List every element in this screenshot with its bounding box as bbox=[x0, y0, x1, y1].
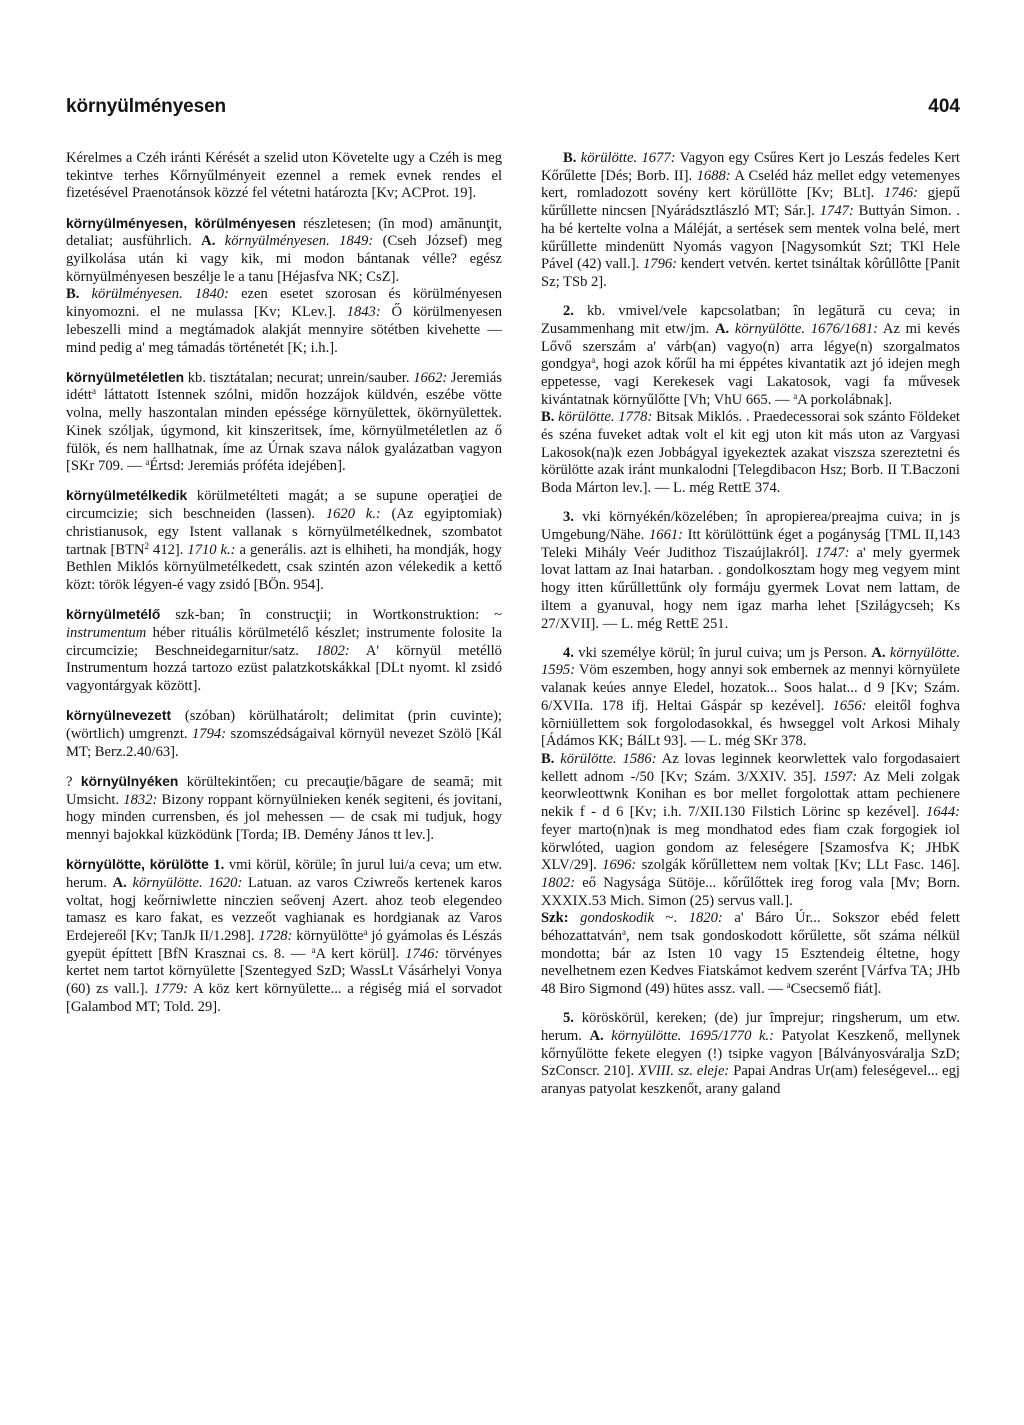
text-run: a' mely gyermek lovat lattam az Inai hatarban. . gondolkosztam hogy meg vegyem mint hogy itten kűrűllettűnk oly formáju gyermek Lovat nem lattam, de iltem a gyanuval, hogy nem igaz marha lehet [Szilágycseh; Ks 27/XVII]. — L. még RettE 251. bbox=[541, 544, 960, 632]
text-run: 5. bbox=[563, 1010, 574, 1027]
text-run: 4. bbox=[563, 644, 574, 661]
text-run: törvényes kertet nem tartot környülette [Szentegyed SzD; WassLt Vásárhelyi Vonya (60) zs vall.]. bbox=[66, 945, 502, 998]
text-run: környülményesen. bbox=[215, 233, 330, 250]
text-run: 1747: bbox=[808, 544, 850, 561]
text-run: 1. bbox=[208, 857, 225, 874]
text-run: B. bbox=[66, 286, 80, 303]
text-run: láttatott Istennek szólni, midőn hozzájok küldvén, eszébe vötte volna, melly haszontalan minden epéssége környülettek, ökörnyülettek. Kinek szóljak, úgymond, kit kinszeritsek, íme, környülmetéletlen az ő fülök, és nem hallhatnak, íme az Úrnak szava nálok gyalázatban vagyon [SKr 709. — bbox=[66, 387, 502, 475]
text-run: vki környékén/közelében; în apropierea/preajma cuiva; in js Umgebung/Nähe. bbox=[541, 509, 960, 544]
text-run: (Cseh József) meg gyilkolása után ki vagy kik, mi modon bántanak vélle? egész környülményesen beszélje le a tanu [Héjasfva NK; CsZ]. bbox=[66, 233, 502, 285]
text-run: Az Meli zolgak keorwleottwnk Konihan es bor mellet forgolottak attam pechienere nekik f - d 6 [Kv; i.h. 7/XII.130 Filstich Lörinc sp kezével]. bbox=[541, 768, 960, 821]
text-run: Papai Andras Ur(am) feleségevel... egj aranyas patyolat keszkenőt, arany galand bbox=[541, 1063, 960, 1098]
text-run: a bbox=[363, 926, 368, 937]
entry-kornyulnyeken bbox=[66, 773, 502, 845]
text-run: 1661: bbox=[644, 527, 684, 544]
text-run: környülötte bbox=[292, 927, 364, 944]
text-run: Vöm eszemben, hogy annyi sok embernek az mennyi környülete valanak keúes annye Eledel, hozatok... Soos halat... d 9 [Kv; Szám. 6/XVIIa. 178 ifj. Heltai Gáspár sp kezével]. bbox=[541, 662, 960, 714]
text-run: a bbox=[793, 390, 798, 401]
text-run: , hogi azok kőrűl ha mi éppétes kivantatik azt jó idejen megh eppetesse, vagi Kerekesek vagi Lakatosok, vagi fa művesek kivántatnak környűlőtte [Vh; VhU 665. — bbox=[541, 356, 960, 408]
text-run: B. bbox=[563, 150, 577, 166]
text-run: 1747: bbox=[814, 203, 854, 220]
text-run: gondoskodik bbox=[568, 910, 654, 927]
text-run: A. bbox=[589, 1028, 604, 1045]
text-run: 1644: bbox=[919, 804, 960, 821]
text-run: Az lovas leginnek keorwlettek valo forgodasaiert kellett adnom -/50 [Kv; Szám. 3/XXIV. 35]. bbox=[541, 751, 960, 785]
sense-5 bbox=[541, 1010, 960, 1099]
text-run: kendert vetvén. kertet tsináltak kôrûllôtte [Panit Sz; TSb 2]. bbox=[541, 256, 960, 290]
text-run: 412]. bbox=[149, 541, 184, 558]
text-run: a bbox=[622, 927, 627, 938]
text-run: 1849: bbox=[329, 233, 374, 250]
text-run: a bbox=[145, 457, 150, 468]
page-header bbox=[66, 96, 960, 130]
text-run: 1695/1770 k.: bbox=[681, 1028, 774, 1045]
text-run: 1832: bbox=[119, 791, 158, 808]
text-run: körülötte. bbox=[554, 409, 615, 426]
text-run: 1778: bbox=[614, 409, 653, 426]
text-run: 1595: bbox=[541, 662, 576, 679]
page-number: 404 bbox=[928, 96, 960, 117]
text-run: 1656: bbox=[824, 697, 867, 714]
text-run: A kert körül]. bbox=[315, 945, 400, 962]
text-run: A köz kert környülette... a régiség miá el sorvadot [Galambod MT; Told. 29]. bbox=[66, 981, 502, 1015]
text-run: körülötte. bbox=[554, 751, 617, 767]
text-run: Vagyon egy Csűres Kert jo Leszás fedeles Kert Kőrűlette [Dés; Borb. II]. bbox=[541, 150, 960, 184]
text-run: Ő körülmenyesen lebeszelli mind a megtámadok alakját mennyire sötétben kivehette — mind pedig a' meg támadás történetét [K; i.h.]. bbox=[66, 304, 502, 356]
text-run: 1843: bbox=[335, 304, 381, 321]
entry-kornyulmeteletlen bbox=[66, 369, 502, 476]
text-run: vki személye körül; în jurul cuiva; um js Person. bbox=[573, 644, 872, 661]
text-run: környülötte. bbox=[729, 320, 806, 337]
text-run: 1662: bbox=[409, 369, 448, 386]
entry-kornyulmenyesen bbox=[66, 215, 502, 358]
text-run: Az mi kevés Lővő szerszám a' várb(an) vagyo(n) arra légye(n) szorgalmatos gondgya bbox=[541, 320, 960, 373]
text-run: vmi körül, körüle; în jurul lui/a ceva; um etw. herum. bbox=[66, 857, 502, 891]
text-run: Bitsak Miklós. . Praedecessorai sok szánto Földeket és széna fuveket adtak volt el kit egj uton kit más uton az Vargyasi Lakosok(na)k ezen Jobbágyal igyekeztek azakat viszsza szereztetni és körülötte azak iránt munkalodni [Telegdibacon Hsz; Borb. II T.Baczoni Boda Márton lev.]. — L. még RettE 374. bbox=[541, 409, 960, 497]
text-run: szolgák kőrűlletteм nem voltak [Kv; LLt Fasc. 146]. bbox=[636, 857, 960, 874]
headword: környülményesen, körülményesen bbox=[66, 215, 296, 231]
entry-kornyulnevezett bbox=[66, 707, 502, 761]
running-headword: környülményesen bbox=[66, 96, 227, 117]
sense-4 bbox=[541, 645, 960, 999]
text-run: körülményesen. bbox=[79, 286, 183, 303]
text-run: 1688: bbox=[692, 167, 731, 184]
text-run: köröskörül, kereken; (de) jur împrejur; ringsherum, um etw. herum. bbox=[541, 1010, 960, 1045]
text-run: Bizony roppant környülnieken kenék segiteni, és jovitani, hogy minden currensben, és jol mehessen — de csak mi tudjuk, hogy mennyi bajokkal küzködünk [Torda; IB. Demény János tt lev.]. bbox=[66, 791, 502, 843]
text-run: 1620: bbox=[202, 874, 243, 891]
text-run: 1746: bbox=[874, 185, 918, 202]
text-run: Buttyán Simon. . ha bé kertelte volna a Máléját, a sertések sem mentek volna belé, mert kűrűllette mindenütt Nyomás vagyon [Nagysomkút Szt; TKl Hele Pável (42) vall.]. bbox=[541, 203, 960, 273]
text-run: 1677: bbox=[637, 150, 676, 166]
text-run: Patyolat Keszkenő, mellynek kőrnyűlötte fekete elegyen (!) tsipke vagyon [Bálványosváralja SzD; SzConscr. 210]. bbox=[541, 1028, 960, 1080]
text-run: Csecsemő fiát]. bbox=[790, 981, 882, 998]
text-run: a bbox=[91, 386, 96, 397]
text-run: Szk: bbox=[541, 910, 569, 927]
text-run: feyer marto(n)nak is meg mondhatod edes fiam czak forgogiek iol körwlóted, uagion gondom az feleségere [Szamosfva K; JHbK XLV/29]. bbox=[541, 821, 960, 874]
text-run: szk-ban; în construcţii; in Wortkonstruktion: bbox=[160, 607, 495, 624]
text-run: 1710 k.: bbox=[183, 541, 236, 558]
text-run: 1586: bbox=[616, 751, 657, 767]
headword: környülnevezett bbox=[66, 708, 172, 724]
text-run: környülötte. bbox=[603, 1028, 682, 1045]
right-column bbox=[541, 150, 960, 1400]
text-run: A porkolábnak]. bbox=[797, 391, 893, 408]
text-run: 2 bbox=[144, 540, 150, 551]
text-run: ? bbox=[66, 773, 81, 790]
headword: környülmetélő bbox=[66, 607, 161, 623]
text-run: körültekintően; cu precauţie/băgare de seamă; mit Umsicht. bbox=[66, 773, 502, 808]
text-run: ~. bbox=[653, 910, 678, 927]
text-run: 1802: bbox=[298, 642, 350, 659]
text-run: 1840: bbox=[182, 286, 229, 303]
text-run: Latuan. az varos Cziwreős kertenek karos voltat, hogj keőrniwlette ninczien seővenj Azert. ahoz teob elegendeo tamasz es karo fakat, es vezzeőt vaghianak es hordgianak az Varos Erdejereől [Kv; TanJk II/1.298]. bbox=[66, 874, 502, 944]
tilde-symbol: ~ bbox=[494, 607, 502, 624]
entry-kornyulotte bbox=[66, 856, 502, 1016]
text-run: 1620 k.: bbox=[315, 506, 381, 523]
text-run: 1597: bbox=[816, 768, 858, 785]
text-run: instrumentum bbox=[66, 624, 147, 641]
text-run: A Cseléd ház mellet edgy vetemenyes kert, romladozott sovény kert körüllötte [Kv; BLt]. bbox=[541, 167, 960, 202]
text-run: 2. bbox=[563, 303, 574, 320]
text-run: körülötte. bbox=[576, 150, 638, 166]
left-column bbox=[66, 150, 502, 1400]
text-run: XVIII. sz. eleje: bbox=[634, 1063, 730, 1080]
headword: környülnyéken bbox=[80, 773, 179, 789]
text-run: gjepű kűrűllette nincsen [Nyárádsztlászló MT; Sár.]. bbox=[541, 185, 960, 220]
text-run: részletesen; (în mod) amănunţit, detaliat; ausführlich. bbox=[66, 215, 502, 250]
text-run: a bbox=[311, 944, 316, 955]
sense-3 bbox=[541, 509, 960, 633]
text-run: 1796: bbox=[639, 256, 678, 273]
text-run: , nem tsak gondoskodott kőrűlette, sőt száma nélkül mondotta; bár az Isten 10 vagy 15 Esztendeig éltetne, hogy nevelhetnem ezen Kedves Fiatskámot kedvem szerént [Várfva TA; JHb 48 Biro Sigmond (49) hütes assz. vall. — bbox=[541, 928, 960, 998]
text-run: eleitől foghva kõrniüllettem sok forgolodasokkal, és hwseggel volt Arkosi Mihaly [Ádámos KK; BálLt 93]. — L. még SKr 378. bbox=[541, 697, 960, 750]
text-run: A. bbox=[871, 644, 886, 661]
text-run: kb. tisztátalan; necurat; unrein/sauber. bbox=[184, 369, 410, 386]
headword: környülmetéletlen bbox=[66, 369, 185, 385]
text-run: A. bbox=[112, 874, 127, 891]
text-run: A. bbox=[201, 233, 216, 250]
text-run: 1802: bbox=[541, 874, 576, 891]
text-run: 3. bbox=[563, 509, 574, 526]
text-run: héber rituális körülmetélő készlet; instrumente folosite la circumcizie; Beschneidegarnitur/satz. bbox=[66, 624, 502, 659]
text-run: körülmetélteti magát; a se supune operaţiei de circumcizie; sich beschneiden (lassen). bbox=[66, 488, 502, 523]
entry-kornyulmetelkedik bbox=[66, 487, 502, 594]
text-run: 1779: bbox=[148, 981, 189, 998]
entry-continuation bbox=[66, 150, 502, 203]
text-run: B. bbox=[541, 409, 555, 426]
text-run: B. bbox=[541, 751, 555, 767]
text-run: a bbox=[786, 980, 791, 991]
text-run: 1676/1681: bbox=[805, 320, 879, 337]
text-run: Itt körülöttünk éget a pogányság [TML II,143 Teleki Mihály Veér Judithoz Tiszaújlakról]. bbox=[541, 527, 960, 561]
text-run: Értsd: Jeremiás próféta idejében]. bbox=[149, 458, 346, 475]
text-run: 1794: bbox=[187, 725, 227, 742]
sense-1b bbox=[541, 150, 960, 292]
text-run: szomszédságaival környül nevezet Szölö [Kál MT; Berz.2.40/63]. bbox=[66, 725, 502, 760]
text-run: (szóban) körülhatárolt; delimitat (prin cuvinte); (wörtlich) umgrenzt. bbox=[66, 708, 502, 742]
text-run: (Az egyiptomiak) christianusok, egy Istent vallanak s környülmetélkednek, szombatot tartnak [BTN bbox=[66, 506, 502, 558]
text-run: A. bbox=[714, 320, 730, 337]
entry-kornyulmetelo bbox=[66, 606, 502, 696]
text-run: Jeremiás idétt bbox=[66, 369, 502, 404]
text-run: eő Nagysága Sütöje... kőrűlőttek ireg forog vala [Mv; Born. XXXIX.53 Mich. Simon (25) servus vall.]. bbox=[541, 874, 960, 909]
text-run: 1746: bbox=[399, 945, 440, 962]
text-run: A' környül metéllö Instrumentum hozzá tartozo ezüst palatzkotskákkal [DLt nyomt. kl zsidó vagyontárgyak között]. bbox=[66, 642, 502, 694]
text-run: Kérelmes a Czéh iránti Kérését a szelid uton Követelte ugy a Czéh is meg tekintve terhes Kőrnyűlményeit ezennel a remek evnek rendes el fizetésével Praenotánsok közzé fel vétetni határozta [Kv; ACProt. 19]. bbox=[66, 150, 502, 202]
text-run: 1820: bbox=[677, 910, 723, 927]
text-run: 1696: bbox=[596, 857, 637, 874]
sense-2 bbox=[541, 303, 960, 498]
headword: környülötte, körülötte bbox=[66, 857, 209, 873]
text-run: a bbox=[591, 355, 596, 366]
text-run: ezen esetet szorosan és körülményesen kinyomozni. el ne mulassa [Kv; KLev.]. bbox=[66, 286, 502, 321]
text-run: a' Báro Úr... Sokszor ebéd felett béhozattatván bbox=[541, 910, 960, 945]
text-run: környülötte. bbox=[885, 644, 960, 661]
text-run: 1728: bbox=[254, 927, 293, 944]
text-run: környülötte. bbox=[126, 874, 203, 891]
text-run: jó gyámolas és Lészás gyepüt építtett [BfN Krasznai cs. 8. — bbox=[66, 927, 502, 962]
text-run: a generális. azt is elhiheti, ha mondják, hogy Bethlen Miklós környülmetélkedett, csak szintén azon vélekedik a kettő közt: török légyen-é vagy zsidó [BÖn. 954]. bbox=[66, 541, 502, 593]
text-run: kb. vmivel/vele kapcsolatban; în legătură cu ceva; in Zusammenhang mit etw/jm. bbox=[541, 303, 960, 337]
headword: környülmetélkedik bbox=[66, 488, 188, 504]
